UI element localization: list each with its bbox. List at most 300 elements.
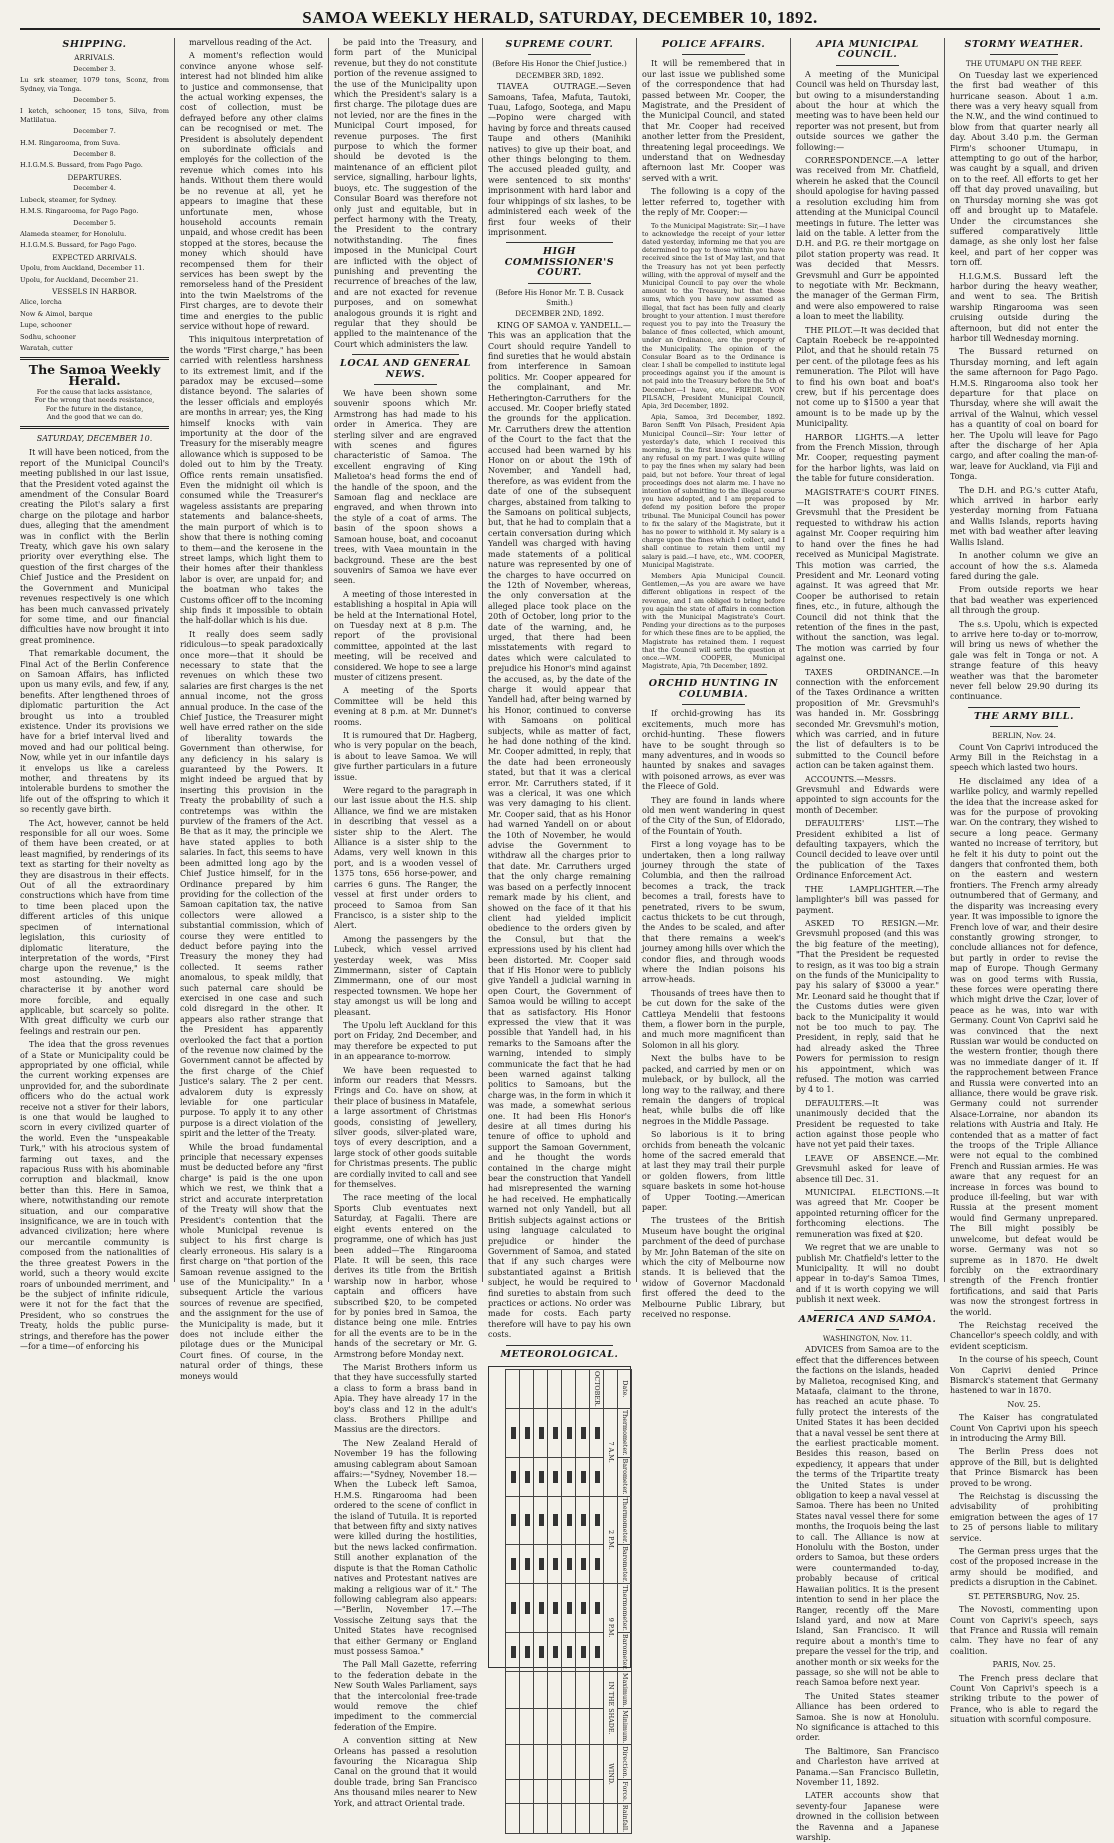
court-date: DECEMBER 3RD, 1892. [515, 70, 604, 80]
paragraph: Among the passengers by the Lubeck, which vessel arrived yesterday week, was Miss Zimmermann, sister of Captain Zimmermann, one of our most respected townsmen. We hope her stay amongst us will be long and pleasant. [334, 934, 477, 1017]
table-cell [547, 1632, 561, 1671]
smudged-figure [552, 1471, 557, 1483]
smudged-figure [580, 1514, 585, 1526]
table-cell [519, 1745, 533, 1780]
table-cell [519, 1671, 533, 1708]
table-cell [505, 1545, 519, 1584]
paragraph: DEFAULTERS.—It was unanimously decided that the President be requested to take action against those people who have not yet paid their taxes. [796, 1098, 939, 1150]
paragraph: We have been requested to inform our readers that Messrs. Frings and Co. have on show, at their place of business in Matafele, a large assortment of Christmas goods, consisting of jewellery, silver goods, silver-plated ware, toys of every description, and a large stock of other goods suitable for Christmas presents. The public are cordially invited to call and see for themselves. [334, 1065, 477, 1190]
smudged-figure [524, 1514, 529, 1526]
list-item: H.I.G.M.S. Bussard, for Pago Pago. [20, 241, 137, 250]
table-cell [561, 1496, 575, 1545]
motto-line: For the future in the distance, [45, 404, 144, 413]
table-header: Maximum. [617, 1671, 631, 1708]
smudged-figure [552, 1646, 557, 1658]
table-header: Thermometer. [617, 1496, 631, 1545]
divider [836, 1329, 899, 1330]
divider [682, 54, 745, 55]
motto-line: And the good that we can do. [46, 412, 143, 421]
smudged-figure [524, 1646, 529, 1658]
table-cell: OCTOBER. [589, 1369, 603, 1408]
table-row [505, 1369, 519, 1833]
paragraph: TIAVEA OUTRAGE.—Seven Samoans, Tafea, Mafuta, Tautoki, Tuau, Lafogo, Sootega, and Mapu—Popino were charged with having by force and threats caused Taupe and others (Manihiki natives) to give up their boat, and other things belonging to them. The accused pleaded guilty, and were sentenced to six months' imprisonment with hard labor and four whippings of six lashes, to be administered each week of the first four weeks of their imprisonment. [488, 82, 631, 237]
list-item: H.M.S. Ringarooma, for Pago Pago. [20, 207, 139, 216]
column-6 [790, 38, 944, 1843]
met-table [505, 1369, 632, 1834]
table-cell [589, 1408, 603, 1457]
table-cell [575, 1496, 589, 1545]
america-samoa-heading: AMERICA AND SAMOA. [798, 1313, 937, 1325]
table-header: Thermometer. [617, 1584, 631, 1633]
smudged-figure [580, 1646, 585, 1658]
table-cell [561, 1369, 575, 1408]
table-cell [589, 1584, 603, 1633]
table-cell [589, 1457, 603, 1496]
table-cell [547, 1496, 561, 1545]
paragraph: LEAVE OF ABSENCE.—Mr. Grevsmuhl asked for leave of absence till Dec. 31. [796, 1153, 939, 1184]
table-cell [589, 1671, 603, 1708]
table-cell [547, 1545, 561, 1584]
motto-line: For the cause that lacks assistance, [36, 388, 153, 397]
table-row [561, 1369, 575, 1833]
smudged-figure [552, 1514, 557, 1526]
smudged-figure [580, 1427, 585, 1439]
divider [528, 54, 591, 55]
table-cell [533, 1745, 547, 1780]
smudged-figure [510, 1427, 515, 1439]
dateline: PARIS, Nov. 25. [992, 1660, 1056, 1670]
list-item: December 5. [73, 218, 116, 227]
paragraph: MUNICIPAL ELECTIONS.—It was agreed that Mr. Cooper be appointed returning officer for the forthcoming elections. The remuneration was fixed at $20. [796, 1188, 939, 1239]
table-cell [575, 1709, 589, 1745]
paragraph: We have been shown some souvenir spoons which Mr. Armstrong has had made to his order in America. They are sterling silver and are engraved with scenes and figures characteristic of Samoa. The excellent engraving of King Malietoa's head forms the end of the handle of the spoon, and the Samoan flag and necklace are engraved, and when thrown into the style of a coat of arms. The basin of the spoon shows a Samoan house, boat, and cocoanut trees, with Vaea mountain in the background. These are the best souvenirs of Samoa we have ever seen. [334, 389, 477, 586]
table-cell [533, 1803, 547, 1833]
paragraph: THE LAMPLIGHTER.—The lamplighter's bill was passed for payment. [796, 884, 939, 915]
paragraph: The Upolu left Auckland for this port on Friday, 2nd December, and may therefore be expected to put in an appearance to-morrow. [334, 1020, 477, 1062]
paragraph: The Kaiser has congratulated Count Von Caprivi upon his speech in introducing the Army Bill. [950, 1413, 1098, 1443]
paragraph: The Bussard returned on Thursday morning, and left again the same afternoon for Pago Pago. H.M.S. Ringarooma also took her departure for that place on Thursday, where she will await the arrival of the Walnui, which vessel has a quantity of coal on board for her. The Upolu will leave for Pago after the discharge of her Apia cargo, and after coaling the man-of-war, leave for Auckland, via Fiji and Tonga. [950, 347, 1098, 482]
table-cell [547, 1408, 561, 1457]
arrivals-heading: ARRIVALS. [74, 53, 115, 63]
table-header: Minimum. [617, 1709, 631, 1745]
table-cell [589, 1709, 603, 1745]
paragraph: They are found in lands where old men went wandering in quest of the City of the Sun, of Eldorado, of the Fountain of Youth. [642, 795, 785, 836]
table-row [603, 1369, 617, 1833]
columns [20, 38, 1100, 1843]
table-header: Rainfall. [617, 1803, 631, 1833]
smudged-figure [538, 1558, 543, 1570]
smudged-figure [566, 1558, 571, 1570]
table-header: Barometer. [617, 1545, 631, 1584]
paragraph: The Baltimore, San Francisco and Charleston have arrived at Panama.—San Francisco Bulletin, November 11, 1892. [796, 1746, 939, 1787]
smudged-figure [594, 1427, 599, 1439]
list-item: H.I.G.M.S. Bussard, from Pago Pago. [20, 161, 143, 170]
arrivals-list [20, 65, 169, 170]
expected-heading: EXPECTED ARRIVALS. [52, 252, 137, 262]
table-row [533, 1369, 547, 1833]
paragraph: The race meeting of the local Sports Club eventuates next Saturday, at Fagalii. There are eight events entered on the programme, one of which has just been added—The Ringarooma Plate. It will be seen, this race derives its title from the British warship now in harbor, whose captain and officers have subscribed $20, to be competed for by ponies bred in Samoa, the distance being one mile. Entries for all the events are to be in the hands of the secretary or Mr. G. Armstrong before Monday next. [334, 1193, 477, 1359]
table-group: 9 P.M. [603, 1584, 617, 1672]
table-cell [533, 1671, 547, 1708]
table-cell [533, 1545, 547, 1584]
table-row [617, 1369, 631, 1833]
table-group: IN THE SHADE. [603, 1671, 617, 1744]
list-item: Now & Aimol, barque [20, 309, 93, 318]
table-header: Force. [617, 1780, 631, 1803]
paragraph: This iniquitous interpretation of the words "First charge," has been carried with relentless harshness to its extremest limit, and if the paradox may be excused—some distance beyond. The salaries of the lesser officials and employés are months in arrear; yes, the King himself knocks with vain importunity at the door of the Treasury for the miserably meagre allowance which is supposed to be doled out to him by the Treaty. Office rents remain unsatisfied. Even the midnight oil which is consumed while the Treasurer's wageless assistants are preparing statements and balance-sheets, the main purport of which is to show that there is nothing coming to them—and the kerosene in the street lamps, which light them to their homes after their thankless labor is over, are unpaid for; and the boatman who takes the Customs officer off to the incoming ship finds it impossible to obtain the half-dollar which is his due. [180, 335, 323, 626]
table-row [575, 1369, 589, 1833]
departures-list [20, 184, 169, 249]
supreme-court-heading: SUPREME COURT. [505, 39, 614, 50]
table-cell [603, 1803, 617, 1833]
paragraph: ADVICES from Samoa are to the effect that the differences between the factions on the islands, headed by Malietoa, recognised King, and Mataafa, claimant to the throne, has reached an acute phase. To fully protect the interests of the United States it has been decided that a naval vessel be sent there at the earliest practicable moment. Besides this reason, based on expediency, it appears that under the terms of the Tripartite treaty the United States is under obligation to keep a naval vessel at Samoa. There has been no United States naval vessel there for some months, the Iroquois being the last to call. The Alliance is now at Honolulu with the Boston, under orders to Samoa, but these orders were countermanded to-day, probably because of critical Hawaiian politics. It is the present intention to send in her place the Ranger, recently off the Mare Island yard, and now at Mare Island, San Francisco. It will require about a month's time to prepare the vessel for the trip, and another month or six weeks for the passage, so she will not be able to reach Samoa before next year. [796, 1345, 939, 1688]
paragraph: Were regard to the paragraph in our last issue about the H.S. ship Alliance, we find we are mistaken in describing that vessel as a sister ship to the Alert. The Alliance is a sister ship to the Adams, very well known in this port, and is a wooden vessel of 1375 tons, 656 horse-power, and carries 6 guns. The Ranger, the vessel at first under orders to proceed to Samoa from San Francisco, is a sister ship to the Alert. [334, 786, 477, 931]
table-cell [533, 1496, 547, 1545]
paragraph: A convention sitting at New Orleans has passed a resolution favouring the Nicaragua Ship Canal on the ground that it would double trade, bring San Francisco Ans thousand miles nearer to New York, and attract Oriental trade. [334, 1736, 477, 1808]
list-item: Sodhu, schooner [20, 332, 76, 341]
paragraph: be paid into the Treasury, and form part of the Municipal revenue, but they do not constitute portion of the revenue assigned to the use of the Municipality upon which the President's salary is a first charge. The pilotage dues are not levied, nor are the fines in the Municipal Court imposed, for revenue purposes. The first purpose to which the former should be devoted is the maintenance of an efficient pilot service, signalling, harbour lights, buoys, etc. The suggestion of the Consular Board was therefore not only just and equitable, but in perfect harmony with the Treaty, the President to the contrary notwithstanding. The fines imposed in the Municipal Court are inflicted with the object of punishing and preventing the recurrence of breaches of the law, and are not exacted for revenue purposes, and on somewhat analogous grounds it is right and regular that they should be applied to the maintenance of the Court which administers the law. [334, 38, 477, 349]
list-item: Upolu, from Auckland, December 11. [20, 264, 145, 273]
table-cell [575, 1545, 589, 1584]
table-header: Direction. [617, 1745, 631, 1780]
list-item: I ketch, schooner, 15 tons, Silva, from Matlilatua. [20, 107, 169, 124]
paragraph: HARBOR LIGHTS.—A letter from the French Mission, through Mr. Cooper, requesting payment for the harbor lights, was laid on the table for future consideration. [796, 432, 939, 484]
divider [20, 357, 169, 360]
table-header: Date. [617, 1369, 631, 1408]
divider [814, 1310, 921, 1311]
storm-subheading: THE UTUMAPU ON THE REEF. [965, 59, 1083, 69]
table-cell [505, 1496, 519, 1545]
table-cell [547, 1780, 561, 1803]
paragraph: The United States steamer Alliance has been ordered to Samoa. She is now at Honolulu. No significance is attached to this order. [796, 1691, 939, 1743]
smudged-figure [552, 1558, 557, 1570]
table-cell [519, 1632, 533, 1671]
table-cell [575, 1369, 589, 1408]
table-cell [547, 1671, 561, 1708]
paragraph: The idea that the gross revenues of a State or Municipality could be appropriated by one official, while the current working expenses are unprovided for, and the subordinate officers who do the actual work receive not a stiver for their labors, is one that would be laughed to scorn in every civilized quarter of the world. Even the "unspeakable Turk," with his atrocious system of farming out taxes, and the rapacious Russ with his abominable corruption and blackmail, know better than this. Here in Samoa, where, notwithstanding our remote situation, and our comparative insignificance, we are in touch with advanced civilization; here where our mercantile community is composed from the nationalities of the three greatest Powers in the world, such a theory would excite roars of unbounded merriment, and be the subject of infinite ridicule, were it not for the fact that the President, who so construes the Treaty, holds the public purse-strings, and therefore has the power—for a time—of enforcing his [20, 1040, 169, 1351]
paragraph: The D.H. and P.G.'s cutter Atafu, which arrived in harbor early yesterday morning from Fatuana and Wallis Islands, reports having met with bad weather after leaving Wallis Island. [950, 485, 1098, 547]
smudged-figure [580, 1471, 585, 1483]
divider [528, 283, 591, 284]
table-cell [533, 1709, 547, 1745]
smudged-figure [552, 1427, 557, 1439]
column-7 [944, 38, 1098, 1725]
column-1 [20, 38, 174, 1351]
table-row [547, 1369, 561, 1833]
divider [836, 65, 899, 66]
table-header: Barometer. [617, 1632, 631, 1671]
table-cell [505, 1803, 519, 1833]
paragraph: First a long voyage has to be undertaken, then a long railway journey through the state of Columbia, and then the railroad becomes a track, the track becomes a trail, forests have to penetrated, rivers to be swum, cactus thickets to be cut through, the Andes to be scaled, and after that there remains a week's journey among hills over which the condor flies, and through woods where the Indian poisons his arrow-heads. [642, 840, 785, 985]
paragraph: In the course of his speech, Count Von Caprivi denied Prince Bismarck's statement that Germany hastened to war in 1870. [950, 1355, 1098, 1396]
smudged-figure [580, 1602, 585, 1614]
list-item: Alice, lorcha [20, 298, 62, 307]
list-item: December 4. [73, 184, 116, 193]
paragraph: The Novosti, commenting upon Count von Caprivi's speech, says that France and Russia will remain calm. They have no fear of any coalition. [950, 1605, 1098, 1656]
smudged-figure [510, 1514, 515, 1526]
smudged-figure [538, 1427, 543, 1439]
table-cell [561, 1803, 575, 1833]
letter: Apia, Samoa, 3rd December, 1892. Baron Senfft Von Pilsach, President Apia Municipal Council—Sir: Your letter of yesterday's date, which I received this morning, is the first knowledge I have of any refusal on my part. I was quite willing to pay the fines when my salary had been paid, but not before. Your threat of legal proceedings does not alarm me. I have no intention of submitting to the illegal course you have adopted, and I am prepared to defend my position before the proper tribunal. The Municipal Council has power to fix the salary of the Magistrate, but it has no power to withhold it. My salary is a charge upon the fines which I collect, and I shall continue to retain them until my salary is paid.—I have, etc., WM. COOPER, Municipal Magistrate. [642, 413, 785, 569]
column-2 [174, 38, 328, 1381]
paragraph: It really does seem sadly ridiculous—to speak paradoxically once more—that it should be necessary to state that the revenues on which these two salaries are first charges is the net annual income, not the gross annual produce. In the case of the Chief Justice, the Treasurer might well have erred rather on the side of liberality towards the Government than otherwise, for any deficiency in his salary is guaranteed by the Powers. It might indeed be argued that by inserting this provision in the Treaty the probability of such a contretemps was within the purview of the framers of the Act. Be that as it may, the principle we have stated applies to both salaries. In fact, this seems to have been admitted long ago by the Chief Justice himself, for in the Ordinance prepared by him providing for the collection of the Samoan capitation tax, the native collectors were allowed a substantial commission, which of course they were entitled to deduct before paying into the Treasury the money they had collected. It seems rather anomalous, to speak mildly, that such paternal care should be exercised in one case and such cold disregard in the other. It appears also rather strange that the President has apparently overlooked the fact that a portion of the revenue now claimed by the Government cannot be affected by the first charge of the Chief Justice's salary. The 2 per cent. advalorem duty is expressly leviable for one particular purpose. To apply it to any other purpose is a direct violation of the spirit and the letter of the Treaty. [180, 629, 324, 1139]
list-item: Alameda steamer, for Honolulu. [20, 229, 127, 238]
divider [990, 726, 1058, 727]
paper-motto [20, 388, 169, 421]
table-cell [533, 1457, 547, 1496]
smudged-figure [552, 1602, 557, 1614]
list-item: Lu srk steamer, 1079 tons, Sconz, from Sydney, via Tonga. [20, 76, 169, 93]
table-cell [575, 1584, 589, 1633]
dateline: Nov. 25. [1007, 1399, 1041, 1409]
smudged-figure [510, 1602, 515, 1614]
local-news-heading: LOCAL AND GENERAL NEWS. [340, 358, 471, 380]
paragraph: We regret that we are unable to publish Mr. Chatfield's letter to the Municipality. It will no doubt appear in to-day's Samoa Times, and if it is worth copying we will publish it next week. [796, 1243, 939, 1305]
table-cell [547, 1803, 561, 1833]
paragraph: A moment's reflection would convince anyone whose self-interest had not blinded him alike to justice and commonsense, that the actual working expenses, the cost of collection, must be defrayed before any other claims can be recognised or met. The President is absolutely dependent on subordinate officials and employés for the collection of the revenue which comes into his hands. Without them there would be no revenue at all, yet he appears to imagine that these unfortunate men, whose household accounts remain unpaid, and whose credit has been stopped at the stores, because the money which should have recompensed them for their services has been swept by the remorseless hand of the President into the twin Maelstroms of the First charges, are to devote their time and energies to the public service without hope of reward. [180, 51, 323, 331]
table-cell [547, 1584, 561, 1633]
divider [506, 1345, 613, 1346]
smudged-figure [510, 1471, 515, 1483]
apia-council-heading: APIA MUNICIPAL COUNCIL. [816, 39, 919, 61]
column-3 [328, 38, 482, 1808]
paragraph: The Pall Mall Gazette, referring to the federation debate in the New South Wales Parliament, says that the intercolonial free-trade would remove the chief impediment to the commercial federation of the Empire. [334, 1660, 477, 1732]
smudged-figure [594, 1558, 599, 1570]
smudged-figure [566, 1427, 571, 1439]
table-cell [561, 1457, 575, 1496]
divider [990, 54, 1058, 55]
table-row [519, 1369, 533, 1833]
paragraph: marvellous reading of the Act. [189, 38, 312, 47]
list-item: Upolu, for Auckland, December 21. [20, 275, 139, 284]
court-subheading: (Before His Honor the Chief Justice.) [492, 59, 627, 69]
table-cell [547, 1709, 561, 1745]
paragraph: The French press declare that Count Von Caprivi's speech is a striking tribute to the power of France, who is able to regard the situation with scornful composure. [950, 1673, 1098, 1725]
table-cell [505, 1745, 519, 1780]
paragraph: CORRESPONDENCE.—A letter was received from Mr. Chatfield, wherein he asked that the Council should apologise for having passed a resolution excluding him from attending at the Municipal Council meetings in future. The letter was laid on the table. A letter from the D.H. and P.G. re their mortgage on pilot station property was read. It was decided that Messrs. Grevsmuhl and Gurr be appointed to negotiate with Mr. Beckmann, the manager of the German Firm, and were also empowered to raise a loan to meet the liability. [796, 156, 939, 322]
high-commissioner-heading: HIGH COMMISSIONER'S COURT. [504, 246, 615, 279]
paragraph: ACCOUNTS.—Messrs. Grevsmuhl and Edwards were appointed to sign accounts for the month of December. [796, 774, 939, 815]
table-cell [505, 1709, 519, 1745]
shipping-heading: SHIPPING. [62, 39, 127, 50]
table-header: Barometer. [617, 1457, 631, 1496]
list-item: Waratah, cutter [20, 343, 73, 352]
smudged-figure [538, 1646, 543, 1658]
smudged-figure [538, 1471, 543, 1483]
paragraph: LATER accounts show that seventy-four Japanese were drowned in the collision between the Ravenna and a Japanese warship. [796, 1791, 939, 1843]
paragraph: It is rumoured that Dr. Hagberg, who is very popular on the beach, is about to leave Samoa. We will give further particulars in a future issue. [334, 731, 477, 782]
editorial [20, 448, 169, 1352]
paragraph: The Reichstag is discussing the advisability of prohibiting emigration between the ages of 17 to 25 of persons liable to military service. [950, 1492, 1098, 1543]
table-cell [519, 1584, 533, 1633]
table-header: Thermometer. [617, 1408, 631, 1457]
paragraph: Count Von Caprivi introduced the Army Bill in the Reichstag in a speech which lasted two hours. [950, 742, 1098, 773]
paragraph: TAXES ORDINANCE.—In connection with the enforcement of the Taxes Ordinance a written proposition of Mr. Grevsmuhl's was handed in. Mr. Gossbringg seconded Mr. Grevsmuhl's motion, which was carried, and in future the list of defaulters is to be submitted to the Council before action can be taken against them. [796, 667, 939, 771]
paragraph: He disclaimed any idea of a warlike policy, and warmly repelled the idea that the increase asked for was for the purpose of provoking war. On the contrary, they wished to secure a long peace. Germany wanted no increase of territory, but he felt it his duty to point out the dangers that confronted them, both on the eastern and western frontiers. The French army already outnumbered that of Germany, and the disparity was increasing every year. It was impossible to ignore the French love of war, and their desire constantly growing stronger, to conclude alliances not for defence, but partly in order to revise the map of Europe. Though Germany was on good terms with Russia, these forces were operating there which might drive the Czar, lover of peace as he was, into war with Germany. Count Von Caprivi said he was convinced that the next Russian war would be conducted on the western frontier, though there was no immediate danger of it. If the rapprochement between France and Russia were converted into an alliance, there would be grave risk. Germany could not surrender Alsace-Lorraine, nor abandon its relations with Austria and Italy. He contended that as a matter of fact the troops of the Triple Alliance were not equal to the combined French and Russian armies. He was aware that any request for an increase in forces was bound to produce ill-feeling, but war with Russia at the present moment would find Germany unprepared. The Bill might possibly be unwelcome, but defeat would be worse. Germany was not so supreme as in 1870. He dwelt forcibly on the extraordinary strength of the French frontier fortifications, and said that Paris was now the strongest fortress in the world. [950, 776, 1098, 1317]
paragraph: If orchid-growing has its excitements, much more has orchid-hunting. These flowers have to be sought through so many adventures, and in woods so haunted by snakes and savages with poisoned arrows, as ever was the Fleece of Gold. [642, 709, 785, 792]
table-cell [589, 1803, 603, 1833]
paragraph: On Tuesday last we experienced the first bad weather of this hurricane season. About 1 a.m. there was a very heavy squall from the N.W., and the wind continued to blow from that quarter nearly all day. About 3.40 p.m. the German Firm's schooner Utumapu, in attempting to go out of the harbor, was caught by a squall, and driven on to the reef. All efforts to get her off that day proved unavailing, but on Thursday morning she was got off and brought up to Matafele. Under the circumstances she suffered comparatively little damage, as she only lost her false keel, and part of her copper was torn off. [950, 70, 1098, 268]
paragraph: A meeting of those interested in establishing a hospital in Apia will be held at the International Hotel, on Tuesday next at 8 p.m. The report of the provisional committee, appointed at the last meeting, will be received and considered. We hope to see a large muster of citizens present. [334, 589, 477, 682]
smudged-figure [566, 1514, 571, 1526]
divider [968, 707, 1080, 708]
table-cell [519, 1369, 533, 1408]
paragraph: The trustees of the British Museum have bought the original parchment of the deed of purchase by Mr. John Bateman of the site on which the city of Melbourne now stands. It is believed that the widow of Governor Macdonald first offered the deed to the Melbourne Public Library, but received no response. [642, 1216, 785, 1320]
paragraph: The German press urges that the cost of the proposed increase in the army should be modified, and predicts a disruption in the Cabinet. [950, 1547, 1098, 1588]
smudged-figure [524, 1558, 529, 1570]
table-cell [561, 1584, 575, 1633]
paragraph: In another column we give an account of how the s.s. Alameda fared during the gale. [950, 551, 1098, 581]
orchid-heading: ORCHID HUNTING IN COLUMBIA. [648, 678, 779, 700]
table-cell [505, 1457, 519, 1496]
departures-heading: DEPARTURES. [67, 172, 122, 182]
paragraph: So laborious is it to bring orchids from beneath the volcanic home of the sacred emerald that at last they may trail their purple or golden flowers, from little square baskets in some hot-house of Upper Tooting.—American paper. [642, 1130, 785, 1212]
divider [20, 426, 169, 429]
table-cell [575, 1745, 589, 1780]
smudged-figure [524, 1471, 529, 1483]
table-cell [533, 1408, 547, 1457]
paragraph: Thousands of trees have then to be cut down for the sake of the Cattleya Mendelii that festoons them, a flower born in the purple, and much more magnificent than Solomon in all his glory. [642, 988, 785, 1050]
list-item: Lupe, schooner [20, 321, 72, 330]
table-cell [533, 1584, 547, 1633]
list-item: December 8. [73, 150, 116, 159]
paragraph: The s.s. Upolu, which is expected to arrive here to-day or to-morrow, will bring us news of whether the gale was felt in Tonga or not. A strange feature of this heavy weather was that the barometer never fell below 29.90 during its continuance. [950, 619, 1098, 702]
hc-date: DECEMBER 2ND, 1892. [515, 309, 604, 319]
table-cell [533, 1369, 547, 1408]
table-cell [589, 1545, 603, 1584]
smudged-figure [566, 1471, 571, 1483]
police-heading: POLICE AFFAIRS. [661, 39, 766, 50]
table-cell [603, 1369, 617, 1408]
paragraph: The New Zealand Herald of November 19 has the following amusing cablegram about Samoan affairs:—"Sydney, November 18.—When the Lubeck left Samoa, H.M.S. Ringarooma had been ordered to the scene of conflict in the island of Tutuila. It is reported that between fifty and sixty natives were killed during the hostilities, but the news lacked confirmation. Still another explanation of the dispute is that the Roman Catholic natives and Protestant natives are making a religious war of it." The following cablegram also appears:—"Berlin, November 17.—The Vossische Zeitung says that the United States have recognised that either Germany or England must possess Samoa." [334, 1438, 477, 1656]
list-item: December 5. [73, 96, 116, 105]
table-group: 7 A.M. [603, 1408, 617, 1496]
paragraph: THE PILOT.—It was decided that Captain Roebeck be re-appointed Pilot, and that he should retain 75 per cent. of the pilotage fees as his remuneration. The Pilot will have to find his own boat and boat's crew, but if his percentage does not come up to $1500 a year that amount is to be made up by the Municipality. [796, 325, 939, 429]
table-cell [519, 1408, 533, 1457]
table-cell [561, 1745, 575, 1780]
table-cell [561, 1780, 575, 1803]
table-cell [505, 1671, 519, 1708]
paragraph: DEFAULTERS' LIST.—The President exhibited a list of defaulting taxpayers, which the Council decided to leave over until the publication of the Taxes Ordinance Enforcement Act. [796, 819, 939, 881]
table-cell [561, 1408, 575, 1457]
paragraph: H.I.G.M.S. Bussard left the harbor during the heavy weather, and went to sea. The British warship Ringarooma was seen cruising outside during the afternoon, but did not enter the harbor till Wednesday morning. [950, 271, 1098, 343]
smudged-figure [510, 1558, 515, 1570]
divider [374, 384, 437, 385]
smudged-figure [594, 1602, 599, 1614]
smudged-figure [510, 1646, 515, 1658]
letter: To the Municipal Magistrate: Sir,—I have to acknowledge the receipt of your letter dated yesterday, informing me that you are determined to pay to those within you have received since the 1st of May last, and that the Treasury has not yet been perfectly willing, with the approval of myself and the Municipal Council to pay over the whole amount to the Treasury, but that those sums, which you have now assumed as illegal, that fact has been fully and clearly brought to your attention. I must therefore request you to pay into the Treasury the balance of fines collected, which amount, under an Ordinance, are the property of the Municipality. The opinion of the Consular Board as to the Ordinance is clear. I shall be compelled to institute legal proceedings against you if the amount is not paid into the Treasury before the 5th of December.—I have, etc., FRIEDR. VON PILSACH, President Municipal Council, Apia, 3rd December, 1892. [642, 221, 785, 410]
paragraph: The Reichstag received the Chancellor's speech coldly, and with evident scepticism. [950, 1320, 1098, 1351]
table-cell [561, 1545, 575, 1584]
paragraph: MAGISTRATE'S COURT FINES.—It was proposed by Mr. Grevsmuhl that the President be requested to withdraw his action against Mr. Cooper requiring him to hand over the fines he had received as Municipal Magistrate. This motion was carried, the President and Mr. Leonard voting against. It was agreed that Mr. Cooper be authorised to retain fines, etc., in future, although the Council did not think that the retention of the fines in the past, without the sanction, was legal. The motion was carried by four against one. [796, 487, 939, 664]
column-5 [636, 38, 790, 1320]
table-cell [575, 1632, 589, 1671]
paragraph: The Marist Brothers inform us that they have successfully started a class to form a brass band in Apia. They have already 17 in the boy's class and 12 in the adult's class. Brothers Phillipe and Massius are the directors. [334, 1362, 477, 1435]
table-group: 2 P.M. [603, 1496, 617, 1584]
paragraph: ASKED TO RESIGN.—Mr. Grevsmuhl proposed (and this was the big feature of the meeting), "That the President be requested to resign, as it was too big a strain on the funds of the Municipality to pay his salary of $3000 a year." Mr. Leonard said he thought that if the Customs duties were given back to the Municipality it would not be too much to pay. The President, in reply, said that he had already asked the Three Powers for permission to resign his appointment, which was refused. The motion was carried by 4 to 1. [796, 918, 939, 1095]
table-cell [589, 1632, 603, 1671]
table-cell [533, 1632, 547, 1671]
paragraph: The following is a copy of the letter referred to, together with the reply of Mr. Cooper:— [642, 187, 785, 218]
table-cell [561, 1632, 575, 1671]
smudged-figure [594, 1646, 599, 1658]
meteorological-table-rotated [488, 1369, 632, 1832]
table-group: WIND. [603, 1745, 617, 1804]
table-cell [575, 1671, 589, 1708]
paragraph: KING OF SAMOA v. YANDELL.—This was an application that the Court should require Yandell to find sureties that he would abstain from interference in Samoan politics. Mr. Cooper appeared for the complainant, and Mr. Hetherington-Carruthers for the accused. Mr. Cooper briefly stated the grounds for the application. Mr. Carruthers drew the attention of the Court to the fact that the accused had been warned by his Honor on or about the 19th of November, and Yandell had, therefore, as was evident from the date of one of the subsequent charges, abstained from talking to the Samoans on political subjects, but, that he had to complain that a certain conversation during which Yandell was charged with having made statements of a political nature was represented by one of the charges to have occurred on the 12th of November, whereas, the only conversation at the alleged place took place on the 20th of October, long prior to the date of the warning, and, he urged, that there had been misstatements with regard to dates which were calculated to prejudice his Honor's mind against the accused, as, by the date of the charge it would appear that Yandell had, after being warned by his Honor, continued to converse with Samoans on political subjects, while as matter of fact, he had done nothing of the kind. Mr. Cooper admitted, in reply, that the date had been erroneously stated, but that it was a clerical error. Mr. Carruthers stated, if it was a clerical, it was one which was very damaging to his client. Mr. Cooper said, that as his Honor had warned Yandell on or about the 10th of November, he would advise the Government to withdraw all the charges prior to that date. Mr. Carruthers urged that the only charge remaining was based on a perfectly innocent remark made by his client, and showed on the face of it that his client had yielded implicit obedience to the orders given by the Consul, but that the expressions used by his client had been distorted. Mr. Cooper said that if His Honor were to publicly give Yandell a judicial warning in open Court, the Government of Samoa would be willing to accept that as satisfactory. His Honor expressed the view that it was possible that Yandell had, in his remarks to the Samoans after the warning, intended to simply communicate the fact that he had been warned against talking politics to Samoans, but the charge was, in the form in which it was made, a somewhat serious one. It had been His Honor's desire at all times during his tenure of office to uphold and support the Samoan Government, and he thought the words contained in the charge might bear the construction that Yandell had misrepresented the warning he had received. He emphatically warned not only Yandell, but all British subjects against actions or using language calculated to prejudice or hinder the Government of Samoa, and stated that if any such charges were substantiated against a British subject, he would be required to find sureties to abstain from such practices or actions. No order was made for costs. Each party therefore will have to pay his own costs. [488, 320, 631, 1340]
smudged-figure [538, 1514, 543, 1526]
table-cell [519, 1709, 533, 1745]
table-cell [561, 1671, 575, 1708]
army-date: BERLIN, Nov. 24. [992, 731, 1056, 741]
smudged-figure [566, 1602, 571, 1614]
paragraph: From outside reports we hear that bad weather was experienced all through the group. [950, 585, 1098, 616]
divider [660, 674, 767, 675]
masthead-title: SAMOA WEEKLY HERALD, SATURDAY, DECEMBER 10, 1892. [302, 8, 818, 27]
masthead [20, 6, 1100, 30]
table-cell [547, 1457, 561, 1496]
paragraph: A meeting of the Municipal Council was held on Thursday last, but owing to a misunderstanding about the hour at which the meeting was to have been held our reporter was not present, but from outside sources we gather the following:— [796, 69, 939, 152]
paragraph: It will be remembered that in our last issue we published some of the correspondence that had passed between Mr. Cooper, the Magistrate, and the President of the Municipal Council, and stated that Mr. Cooper had received another letter from the President, threatening legal proceedings. We understand that on Wednesday afternoon last Mr. Cooper was served with a writ. [642, 59, 785, 183]
paragraph: It will have been noticed, from the report of the Municipal Council's meeting published in our last issue, that the President voted against the amendment of the Consular Board creating the Pilot's salary a first charge on the pilotage and harbor dues, alleging that the amendment was in conflict with the Berlin Treaty, which gave his own salary priority over everything else. The question of the first charges of the Chief Justice and the President on the Government and Municipal revenues respectively is one which has been much canvassed privately for some time, and our financial difficulties have now brought it into great prominence. [20, 448, 169, 645]
divider [682, 704, 745, 705]
list-item: Lubeck, steamer, for Sydney. [20, 195, 117, 204]
table-cell [505, 1369, 519, 1408]
table-cell [533, 1780, 547, 1803]
dateline: ST. PETERSBURG, Nov. 25. [968, 1591, 1080, 1601]
meteorological-heading: METEOROLOGICAL. [500, 1348, 619, 1360]
list-item: December 3. [73, 64, 116, 73]
meteorological-table [488, 1366, 631, 1832]
paragraph: While the broad fundamental principle that necessary expenses must be deducted before any "first charge" is paid is the one upon which we rest, we think that a strict and accurate interpretation of the Treaty will show that the President's contention that the whole Municipal revenue is subject to his first charge is clearly erroneous. His salary is a first charge on "that portion of the Samoan revenue assigned to the use of the Municipality." In a subsequent Article the various sources of revenue are specified, and the assignment for the use of the Municipality is made, but it does not include either the pilotage dues or the Municipal Court fines. Of course, in the natural order of things, these moneys would [180, 1142, 323, 1381]
hc-subheading: (Before His Honor Mr. T. B. Cusack Smith.) [495, 287, 624, 307]
table-cell [505, 1632, 519, 1671]
america-date: WASHINGTON, Nov. 11. [822, 1333, 913, 1343]
table-cell [519, 1496, 533, 1545]
table-cell [589, 1780, 603, 1803]
column-4 [482, 38, 636, 1832]
paper-title: The Samoa Weekly Herald. [28, 362, 161, 388]
letter: Members Apia Municipal Council. Gentlemen,—As you are aware we have different obligations in respect of the revenue, and I am obliged to bring before you again the state of affairs in connection with the Municipal Magistrate's Court. Pending your directions as to the purposes for which these fines are to be applied, the Magistrate has retained them. I request that the Council will settle the question at once.—WM. COOPER, Municipal Magistrate, Apia, 7th December, 1892. [642, 572, 785, 671]
letter-block [642, 222, 785, 671]
table-cell [505, 1780, 519, 1803]
smudged-figure [594, 1471, 599, 1483]
smudged-figure [580, 1558, 585, 1570]
table-cell [575, 1803, 589, 1833]
divider [506, 242, 613, 243]
smudged-figure [594, 1514, 599, 1526]
table-cell [519, 1803, 533, 1833]
editorial-date: SATURDAY, DECEMBER 10. [36, 434, 153, 443]
table-cell [547, 1369, 561, 1408]
table-cell [519, 1457, 533, 1496]
paragraph: The Act, however, cannot be held responsible for all our woes. Some of them have been created, or at least magnified, by renderings of its text as starting for their novelty as they are disastrous in their effects. Out of all the extraordinary constructions which have from time to time been placed upon the different articles of this unique specimen of international legislation, this curiosity of diplomatic literature, the interpretation of the words, "First charge upon the revenue," is the most astounding. We might characterise it by another word more forcible, and equally applicable, but scarcely so polite. With great difficulty we curb our feelings and restrain our pen. [20, 818, 169, 1036]
table-cell [561, 1709, 575, 1745]
table-cell [589, 1745, 603, 1780]
paragraph: Next the bulbs have to be packed, and carried by men or on muleback, or by bullock, all the long way to the railway, and there remain the dangers of tropical heat, while bulbs die off like negroes in the Middle Passage. [642, 1054, 785, 1126]
table-cell [519, 1780, 533, 1803]
list-item: December 7. [73, 127, 116, 136]
vessels-heading: VESSELS IN HARBOR. [52, 286, 137, 296]
divider [352, 354, 459, 355]
smudged-figure [524, 1602, 529, 1614]
army-bill-heading: THE ARMY BILL. [973, 710, 1074, 722]
table-cell [547, 1745, 561, 1780]
table-cell [589, 1496, 603, 1545]
paragraph: A meeting of the Sports Committee will be held this evening at 8 p.m. at Mr. Dunnet's rooms. [334, 686, 477, 727]
table-cell [575, 1780, 589, 1803]
smudged-figure [538, 1602, 543, 1614]
